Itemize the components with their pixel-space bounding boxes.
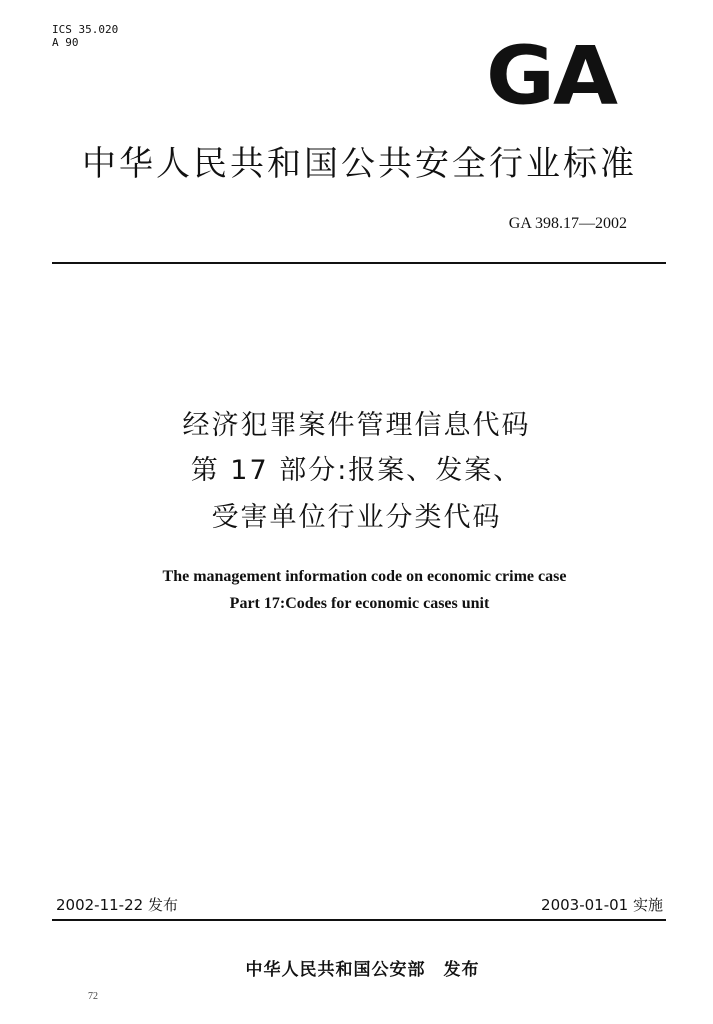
title-cn-line-3: 受害单位行业分类代码 xyxy=(211,502,502,533)
page-number: 72 xyxy=(88,991,98,1002)
implementation-date: 2003-01-01 实施 xyxy=(541,896,663,914)
header-divider xyxy=(52,262,666,264)
standard-number: GA 398.17—2002 xyxy=(508,215,627,232)
title-cn-line-2: 第 17 部分:报案、发案、 xyxy=(190,455,523,486)
ics-code: ICS 35.020 xyxy=(52,23,119,36)
title-en-line-1: The management information code on economic crime case xyxy=(162,568,567,585)
organization-title: 中华人民共和国公共安全行业标准 xyxy=(82,144,637,184)
ga-logo: GA xyxy=(486,29,616,123)
footer-divider xyxy=(52,919,666,921)
title-en-line-2: Part 17:Codes for economic cases unit xyxy=(229,595,490,612)
issue-date: 2002-11-22 发布 xyxy=(56,896,178,914)
issuing-authority: 中华人民共和国公安部 发布 xyxy=(245,960,480,980)
title-cn-line-1: 经济犯罪案件管理信息代码 xyxy=(182,410,531,441)
classification-code: A 90 xyxy=(52,36,79,49)
